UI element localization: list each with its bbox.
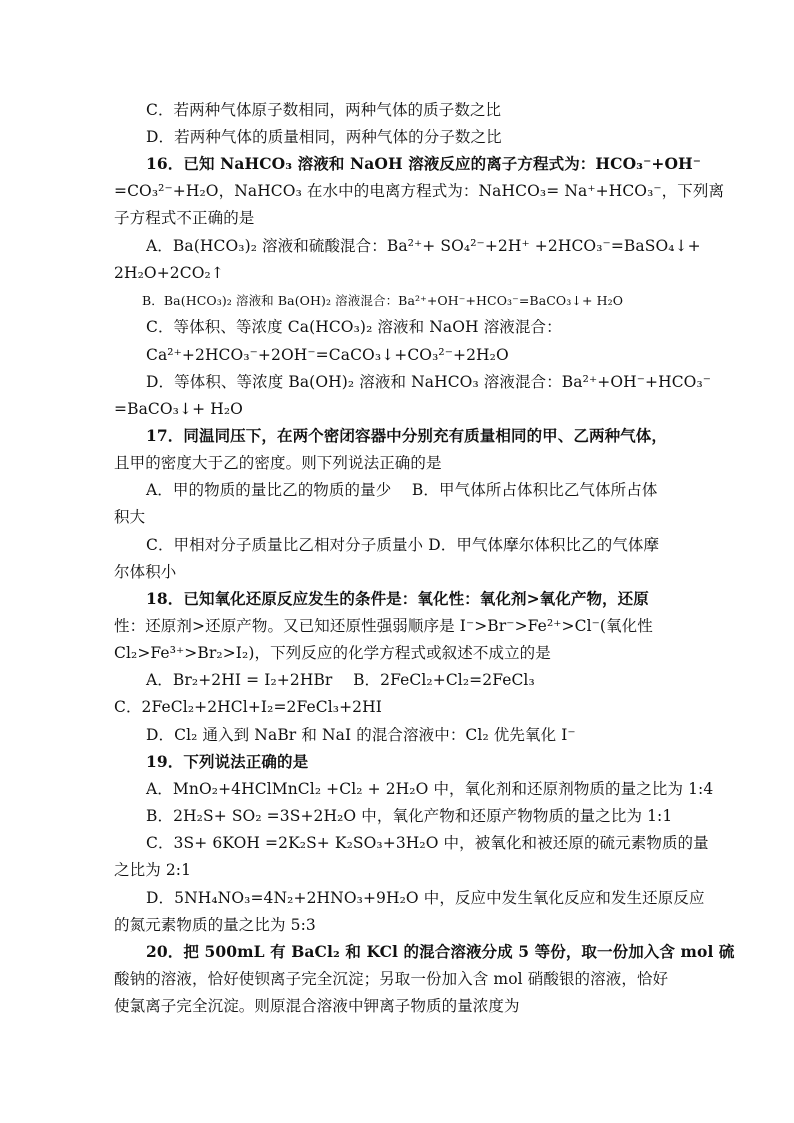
q19-option-c: C．3S+ 6KOH =2K₂S+ K₂SO₃+3H₂O 中，被氧化和被还原的硫元素物质的量 — [146, 834, 709, 852]
q17-options-ab: A．甲的物质的量比乙的物质的量少 B．甲气体所占体积比乙气体所占体 — [146, 481, 658, 499]
q19-stem: 19．下列说法正确的是 — [146, 752, 309, 771]
q19-option-d: D．5NH₄NO₃=4N₂+2HNO₃+9H₂O 中，反应中发生氧化反应和发生还原反应 — [146, 889, 705, 907]
q16-option-c: C．等体积、等浓度 Ca(HCO₃)₂ 溶液和 NaOH 溶液混合： — [146, 318, 562, 336]
q17-stem-line1: 17．同温同压下，在两个密闭容器中分别充有质量相同的甲、乙两种气体， — [146, 426, 667, 445]
q19-option-c-cont: 之比为 2:1 — [114, 861, 192, 879]
q17-stem-line2: 且甲的密度大于乙的密度。则下列说法正确的是 — [114, 454, 442, 472]
q19-option-d-cont: 的氮元素物质的量之比为 5:3 — [114, 916, 316, 934]
q16-stem-line1: 16．已知 NaHCO₃ 溶液和 NaOH 溶液反应的离子方程式为：HCO₃⁻+OH⁻ — [146, 154, 702, 173]
q18-stem-line1: 18．已知氧化还原反应发生的条件是：氧化性：氧化剂>氧化产物，还原 — [146, 589, 649, 608]
q16-option-b: B．Ba(HCO₃)₂ 溶液和 Ba(OH)₂ 溶液混合：Ba²⁺+OH⁻+HCO₃⁻=BaCO₃↓+ H₂O — [142, 293, 624, 308]
q20-stem-line3: 使氯离子完全沉淀。则原混合溶液中钾离子物质的量浓度为 — [114, 997, 520, 1015]
q16-option-d: D．等体积、等浓度 Ba(OH)₂ 溶液和 NaHCO₃ 溶液混合：Ba²⁺+OH⁻+HCO₃⁻ — [146, 373, 712, 391]
q20-stem-line1: 20．把 500mL 有 BaCl₂ 和 KCl 的混合溶液分成 5 等份，取一份加入含 mol 硫 — [146, 942, 735, 961]
q17-options-cd-cont: 尔体积小 — [114, 563, 177, 581]
q18-stem-line2: 性：还原剂>还原产物。又已知还原性强弱顺序是 I⁻>Br⁻>Fe²⁺>Cl⁻(氧化性 — [114, 617, 653, 635]
q20-stem-line2: 酸钠的溶液，恰好使钡离子完全沉淀；另取一份加入含 mol 硝酸银的溶液，恰好 — [114, 970, 669, 988]
q16-stem-line3: 子方程式不正确的是 — [114, 209, 255, 227]
q16-option-c-cont: Ca²⁺+2HCO₃⁻+2OH⁻=CaCO₃↓+CO₃²⁻+2H₂O — [146, 346, 509, 364]
q16-stem-line2: =CO₃²⁻+H₂O，NaHCO₃ 在水中的电离方程式为：NaHCO₃= Na⁺+HCO₃⁻，下列离 — [114, 182, 725, 200]
q17-options-ab-cont: 积大 — [114, 508, 146, 526]
q18-option-d: D．Cl₂ 通入到 NaBr 和 NaI 的混合溶液中：Cl₂ 优先氧化 I⁻ — [146, 726, 576, 744]
q17-options-cd: C．甲相对分子质量比乙相对分子质量小 D．甲气体摩尔体积比乙的气体摩 — [146, 536, 660, 554]
q16-option-d-cont: =BaCO₃↓+ H₂O — [114, 400, 243, 418]
q16-option-a: A．Ba(HCO₃)₂ 溶液和硫酸混合：Ba²⁺+ SO₄²⁻+2H⁺ +2HCO₃⁻=BaSO₄↓+ — [146, 237, 701, 255]
q15-option-d: D．若两种气体的质量相同，两种气体的分子数之比 — [146, 128, 502, 146]
q19-option-a: A．MnO₂+4HClMnCl₂ +Cl₂ + 2H₂O 中，氧化剂和还原剂物质的量之比为 1:4 — [146, 780, 714, 798]
q19-option-b: B．2H₂S+ SO₂ =3S+2H₂O 中，氧化产物和还原产物物质的量之比为 1:1 — [146, 807, 673, 825]
q18-option-c: C．2FeCl₂+2HCl+I₂=2FeCl₃+2HI — [114, 698, 382, 716]
q18-options-ab: A．Br₂+2HI = I₂+2HBr B．2FeCl₂+Cl₂=2FeCl₃ — [146, 671, 535, 689]
q16-option-a-cont: 2H₂O+2CO₂↑ — [114, 264, 224, 282]
q18-stem-line3: Cl₂>Fe³⁺>Br₂>I₂)，下列反应的化学方程式或叙述不成立的是 — [114, 644, 551, 662]
q15-option-c: C．若两种气体原子数相同，两种气体的质子数之比 — [146, 101, 502, 119]
